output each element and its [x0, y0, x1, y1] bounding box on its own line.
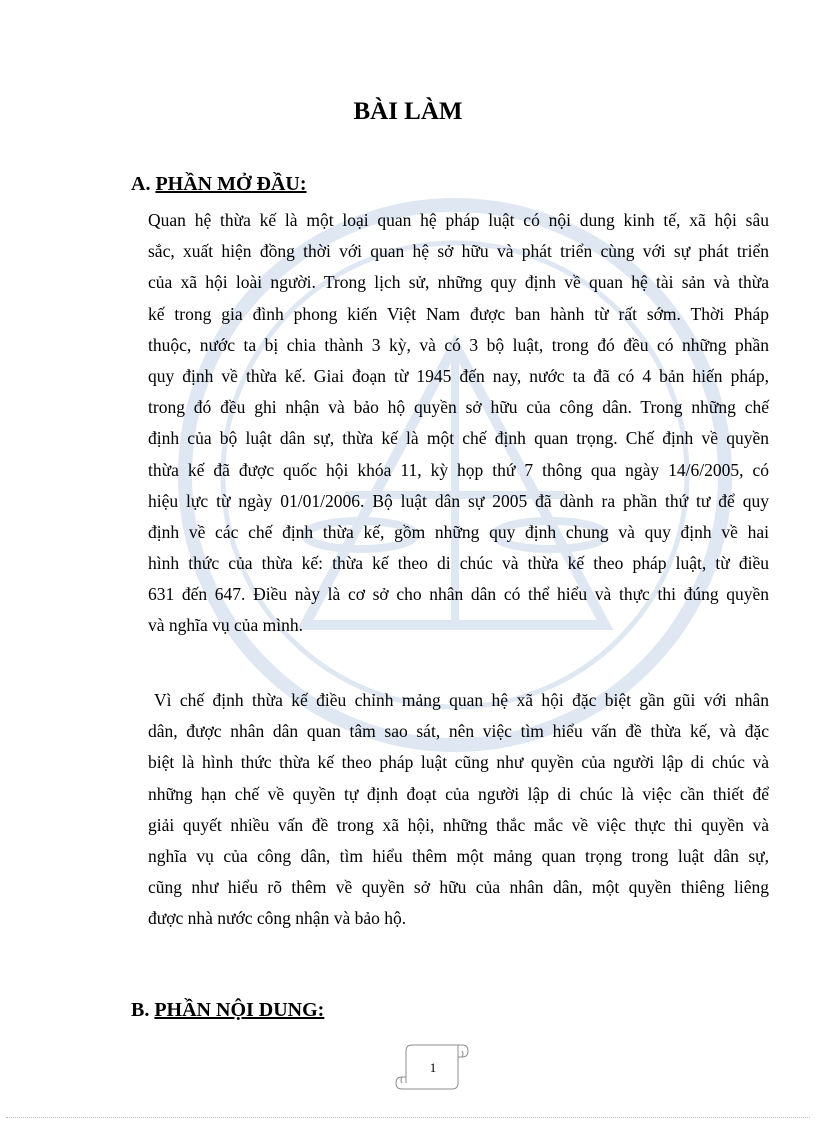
section-a-heading — [131, 173, 307, 196]
page-title: BÀI LÀM — [353, 98, 463, 125]
paragraph-line: cũng như hiểu rõ thêm về quyền sở hữu của nhân dân, một quyền thiêng liêng — [148, 877, 769, 898]
paragraph-line: hình thức của thừa kế: thừa kế theo di chúc và thừa kế theo pháp luật, từ điều — [148, 553, 769, 574]
paragraph-line: thuộc, nước ta bị chia thành 3 kỳ, và có 3 bộ luật, trong đó đều có những phần — [148, 334, 769, 355]
section-b-prefix: B. — [131, 999, 155, 1021]
paragraph-line: và nghĩa vụ của mình. — [148, 615, 304, 636]
paragraph-line: dân, được nhân dân quan tâm sao sát, nên việc tìm hiểu vấn đề thừa kế, và đặc — [148, 721, 769, 742]
paragraph-line: kế trong gia đình phong kiến Việt Nam được ban hành từ rất sớm. Thời Pháp — [148, 303, 769, 324]
section-a-prefix: A. — [131, 173, 156, 195]
paragraph-line: quy định về thừa kế. Giai đoạn từ 1945 đến nay, nước ta đã có 4 bản hiến pháp, — [148, 365, 769, 386]
paragraph-line: hiệu lực từ ngày 01/01/2006. Bộ luật dân sự 2005 đã dành ra phần thứ tư để quy — [148, 490, 769, 511]
section-b-heading — [131, 999, 324, 1022]
paragraph-line: những hạn chế về quyền tự định đoạt của người lập di chúc là việc cần thiết để — [148, 783, 769, 804]
paragraph-line: 631 đến 647. Điều này là cơ sở cho nhân dân có thể hiểu và thực thi đúng quyền — [148, 584, 769, 605]
section-b-title: PHẦN NỘI DUNG: — [154, 999, 325, 1021]
paragraph-line: của xã hội loài người. Trong lịch sử, những quy định về quan hệ tài sản và thừa — [148, 272, 769, 293]
paragraph-line: giải quyết nhiều vấn đề trong xã hội, những thắc mắc về việc thực thi quyền và — [148, 814, 769, 835]
page-number: 1 — [429, 1060, 437, 1075]
section-a-title: PHẦN MỞ ĐẦU: — [155, 173, 307, 195]
paragraph-line: thừa kế đã được quốc hội khóa 11, kỳ họp thứ 7 thông qua ngày 14/6/2005, có — [148, 459, 769, 480]
paragraph-line: định về các chế định thừa kế, gồm những quy định chung và quy định về hai — [148, 521, 769, 542]
paragraph-line: nghĩa vụ của công dân, tìm hiểu thêm một mảng quan trọng trong luật dân sự, — [148, 845, 769, 866]
paragraph-line: định của bộ luật dân sự, thừa kế là một chế định quan trọng. Chế định về quyền — [148, 428, 769, 449]
paragraph-line: Vì chế định thừa kế điều chỉnh mảng quan hệ xã hội đặc biệt gần gũi với nhân — [154, 690, 769, 710]
paragraph-rationale — [148, 685, 769, 935]
page-bottom-divider — [6, 1117, 810, 1118]
paragraph-line: biệt là hình thức thừa kế theo pháp luật cũng như quyền của người lập di chúc và — [148, 752, 769, 773]
paragraph-line: sắc, xuất hiện đồng thời với quan hệ sở hữu và phát triển cùng với sự phát triển — [148, 241, 769, 262]
paragraph-line: trong đó đều ghi nhận và bảo hộ quyền sở hữu của công dân. Trong những chế — [148, 397, 769, 418]
paragraph-line: được nhà nước công nhận và bảo hộ. — [148, 908, 407, 929]
paragraph-introduction — [148, 205, 769, 642]
paragraph-line: Quan hệ thừa kế là một loại quan hệ pháp luật có nội dung kinh tế, xã hội sâu — [148, 210, 769, 230]
